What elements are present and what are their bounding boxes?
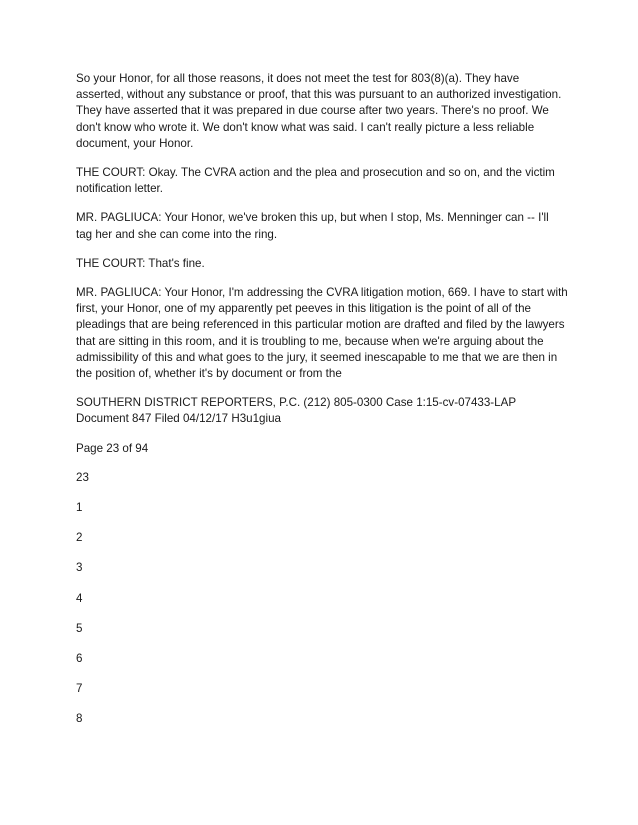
page-number-label: Page 23 of 94 bbox=[76, 441, 149, 455]
paragraph-court-fine: THE COURT: That's fine. bbox=[76, 256, 205, 270]
document-page bbox=[76, 71, 568, 742]
paragraph-pagliuca-tag: MR. PAGLIUCA: Your Honor, we've broken this up, but when I stop, Ms. Menninger can -- I'll tag her and she can come into the ring. bbox=[76, 211, 549, 241]
paragraph-pagliuca-motion: MR. PAGLIUCA: Your Honor, I'm addressing the CVRA litigation motion, 669. I have to start with first, your Honor, one of my apparently pet peeves in this litigation is the point of all of the pleadings that are being referenced in this particular motion are drafted and filed by the lawyers that are sitting in this room, and it is troubling to me, because when we're arguing about the admissibility of this and what goes to the jury, it seemed inescapable to me that we are then in the position of, whether it's by document or from the bbox=[76, 286, 568, 381]
line-number: 2 bbox=[76, 531, 83, 545]
line-number: 23 bbox=[76, 470, 89, 484]
line-number: 6 bbox=[76, 652, 83, 666]
line-number: 5 bbox=[76, 621, 83, 635]
paragraph-court-cvra: THE COURT: Okay. The CVRA action and the plea and prosecution and so on, and the victim notification letter. bbox=[76, 166, 555, 196]
line-number: 7 bbox=[76, 682, 83, 696]
reporter-footer: SOUTHERN DISTRICT REPORTERS, P.C. (212) 805-0300 Case 1:15-cv-07433-LAP Document 847 Filed 04/12/17 H3u1giua bbox=[76, 396, 516, 426]
line-number-list bbox=[76, 470, 568, 728]
line-number: 3 bbox=[76, 561, 83, 575]
line-number: 1 bbox=[76, 501, 83, 515]
line-number: 4 bbox=[76, 591, 83, 605]
line-number: 8 bbox=[76, 712, 83, 726]
paragraph-argument-conclusion: So your Honor, for all those reasons, it does not meet the test for 803(8)(a). They have asserted, without any substance or proof, that this was pursuant to an authorized investigation. They have asserted that it was prepared in due course after two years. There's no proof. We don't know who wrote it. We don't know what was said. I can't really picture a less reliable document, your Honor. bbox=[76, 72, 562, 150]
